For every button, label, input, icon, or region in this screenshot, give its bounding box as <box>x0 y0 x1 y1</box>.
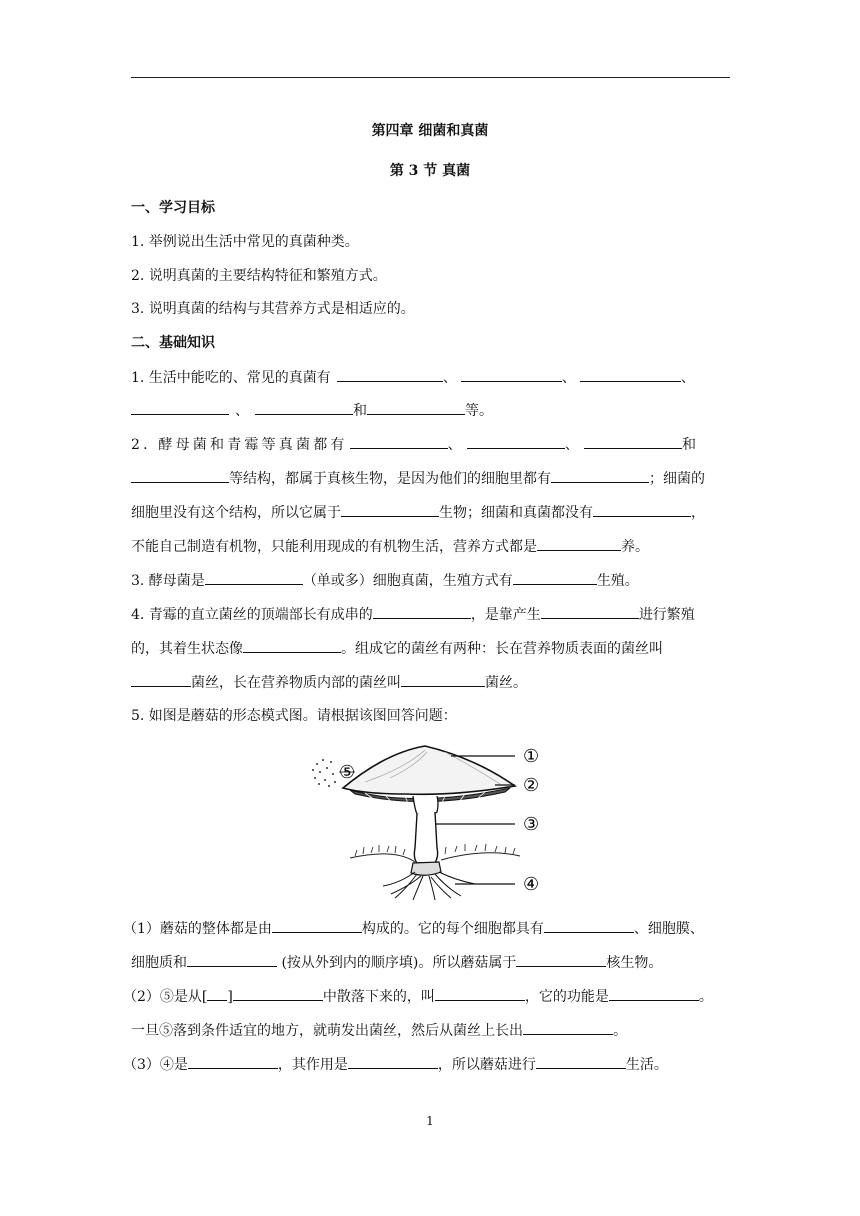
spores <box>312 759 336 787</box>
fill-blank[interactable] <box>516 952 606 967</box>
sub3-text: ，其作用是 <box>277 1057 348 1073</box>
fill-blank[interactable] <box>243 638 341 653</box>
sub2-line-1 <box>123 986 731 1007</box>
fill-blank[interactable] <box>131 672 191 687</box>
sub2-text: ] <box>227 989 233 1005</box>
q2-text: ；细菌的 <box>649 471 705 487</box>
mushroom-cap <box>343 746 515 794</box>
label-2: ② <box>523 775 540 796</box>
fill-blank[interactable] <box>609 986 699 1001</box>
goal-2: 2. 说明真菌的主要结构特征和繁殖方式。 <box>131 268 387 284</box>
q2-text: 不能自己制造有机物，只能利用现成的有机物生活，营养方式都是 <box>131 539 537 555</box>
fill-blank[interactable] <box>593 502 691 517</box>
q2-text: 等结构，都属于真核生物，是因为他们的细胞里都有 <box>229 471 551 487</box>
label-3: ③ <box>523 814 540 835</box>
fill-blank[interactable] <box>207 986 227 1001</box>
q2-line-1 <box>131 434 731 455</box>
sub2-text: 一旦⑤落到条件适宜的地方，就萌发出菌丝，然后从菌丝上长出 <box>131 1023 523 1039</box>
q4-text: 4. 青霉的直立菌丝的顶端部长有成串的 <box>131 607 373 623</box>
q4-text: ，是靠产生 <box>470 607 541 623</box>
label-1: ① <box>523 746 540 767</box>
goals-heading: 一、学习目标 <box>131 200 215 216</box>
q4-text: 菌丝。 <box>485 675 527 691</box>
sub2-text: 。 <box>613 1023 627 1039</box>
fill-blank[interactable] <box>131 400 229 415</box>
fill-blank[interactable] <box>233 986 323 1001</box>
fill-blank[interactable] <box>467 434 565 449</box>
fill-blank[interactable] <box>461 367 562 382</box>
sub1-text: 构成的。它的每个细胞都具有 <box>361 921 544 937</box>
q2-text: 养。 <box>621 539 649 555</box>
goal-1: 1. 举例说出生活中常见的真菌种类。 <box>131 234 359 250</box>
section-title: 第 3 节 真菌 <box>389 163 471 179</box>
q4-line-3 <box>131 672 731 693</box>
fill-blank[interactable] <box>541 604 639 619</box>
q2-line-4 <box>131 536 731 557</box>
q2-line-3 <box>131 502 731 523</box>
sub2-text: 中散落下来的，叫 <box>322 989 435 1005</box>
fill-blank[interactable] <box>373 604 471 619</box>
sub1-text: (按从外到内的顺序填)。所以蘑菇属于 <box>277 955 517 971</box>
goal-3: 3. 说明真菌的结构与其营养方式是相适应的。 <box>131 301 415 317</box>
q1-text: 1. 生活中能吃的、常见的真菌有 <box>131 370 331 386</box>
fill-blank[interactable] <box>513 570 597 585</box>
mycelium <box>383 872 475 900</box>
q2-and: 和 <box>682 437 700 453</box>
label-4: ④ <box>523 874 540 895</box>
fill-blank[interactable] <box>187 952 277 967</box>
q1-end: 等。 <box>465 403 493 419</box>
fill-blank[interactable] <box>536 1054 626 1069</box>
sub1-line-1 <box>123 918 731 939</box>
q2-text: 生物；细菌和真菌都没有 <box>439 505 593 521</box>
sub2-line-2 <box>131 1020 731 1041</box>
q2-line-2 <box>131 468 731 489</box>
sub3-text: 生活。 <box>625 1057 668 1073</box>
sub2-text: 。 <box>698 989 713 1005</box>
fill-blank[interactable] <box>350 434 448 449</box>
fill-blank[interactable] <box>580 367 681 382</box>
q2-sep: 、 <box>564 437 583 453</box>
sub1-text: 核生物。 <box>606 955 663 971</box>
q5-intro: 5. 如图是蘑菇的形态模式图。请根据该图回答问题： <box>131 708 457 724</box>
mushroom-base <box>411 862 441 875</box>
q1-sep: 、 <box>235 403 249 419</box>
q2-text: 2. 酵母菌和青霉等真菌都有 <box>131 437 348 453</box>
sub2-text: ，它的功能是 <box>524 989 609 1005</box>
chapter-title: 第四章 细菌和真菌 <box>371 123 489 139</box>
header-rule <box>131 77 730 78</box>
q4-text: 的，其着生状态像 <box>131 641 243 657</box>
fill-blank[interactable] <box>435 986 525 1001</box>
sub1-line-2 <box>131 952 731 973</box>
fill-blank[interactable] <box>205 570 303 585</box>
q3-text: （单或多）细胞真菌，生殖方式有 <box>302 573 513 589</box>
fill-blank[interactable] <box>341 502 439 517</box>
q3-text: 3. 酵母菌是 <box>131 573 205 589</box>
mushroom-stalk <box>414 812 437 863</box>
q4-text: 菌丝，长在营养物质内部的菌丝叫 <box>191 675 401 691</box>
sub1-text: （1）蘑菇的整体都是由 <box>123 921 272 937</box>
q1-line-1 <box>131 367 731 388</box>
fill-blank[interactable] <box>348 1054 438 1069</box>
q4-text: 。组成它的菌丝有两种：长在营养物质表面的菌丝叫 <box>341 641 663 657</box>
fill-blank[interactable] <box>584 434 682 449</box>
fill-blank[interactable] <box>272 918 362 933</box>
fill-blank[interactable] <box>401 672 485 687</box>
sub2-text: （2）⑤是从[ <box>123 989 208 1005</box>
q4-text: 进行繁殖 <box>638 607 695 623</box>
fill-blank[interactable] <box>255 400 353 415</box>
fill-blank[interactable] <box>551 468 649 483</box>
mushroom-figure <box>305 738 555 903</box>
page-number: 1 <box>426 1114 434 1128</box>
fill-blank[interactable] <box>188 1054 278 1069</box>
q4-line-1 <box>131 604 731 625</box>
sub1-text: 、细胞膜、 <box>633 921 704 937</box>
q1-line-2 <box>131 400 731 421</box>
sub1-text: 细胞质和 <box>131 955 187 971</box>
q1-sep: 、 <box>680 370 695 386</box>
fill-blank[interactable] <box>523 1020 613 1035</box>
q1-sep: 、 <box>442 370 457 386</box>
fill-blank[interactable] <box>367 400 465 415</box>
q2-sep: 、 <box>447 437 465 453</box>
q3-line <box>131 570 731 591</box>
fill-blank[interactable] <box>537 536 621 551</box>
sub3-line <box>123 1054 731 1075</box>
sub3-text: （3）④是 <box>123 1057 188 1073</box>
fill-blank[interactable] <box>131 468 229 483</box>
q2-text: ， <box>691 505 705 521</box>
label-5: ⑤ <box>339 762 356 783</box>
sub3-text: ，所以蘑菇进行 <box>437 1057 536 1073</box>
q1-sep: 、 <box>561 370 576 386</box>
q4-line-2 <box>131 638 731 659</box>
q1-and: 和 <box>353 403 367 419</box>
fill-blank[interactable] <box>544 918 634 933</box>
basics-heading: 二、基础知识 <box>131 335 215 351</box>
q2-text: 细胞里没有这个结构，所以它属于 <box>131 505 341 521</box>
fill-blank[interactable] <box>337 367 443 382</box>
q3-text: 生殖。 <box>596 573 639 589</box>
